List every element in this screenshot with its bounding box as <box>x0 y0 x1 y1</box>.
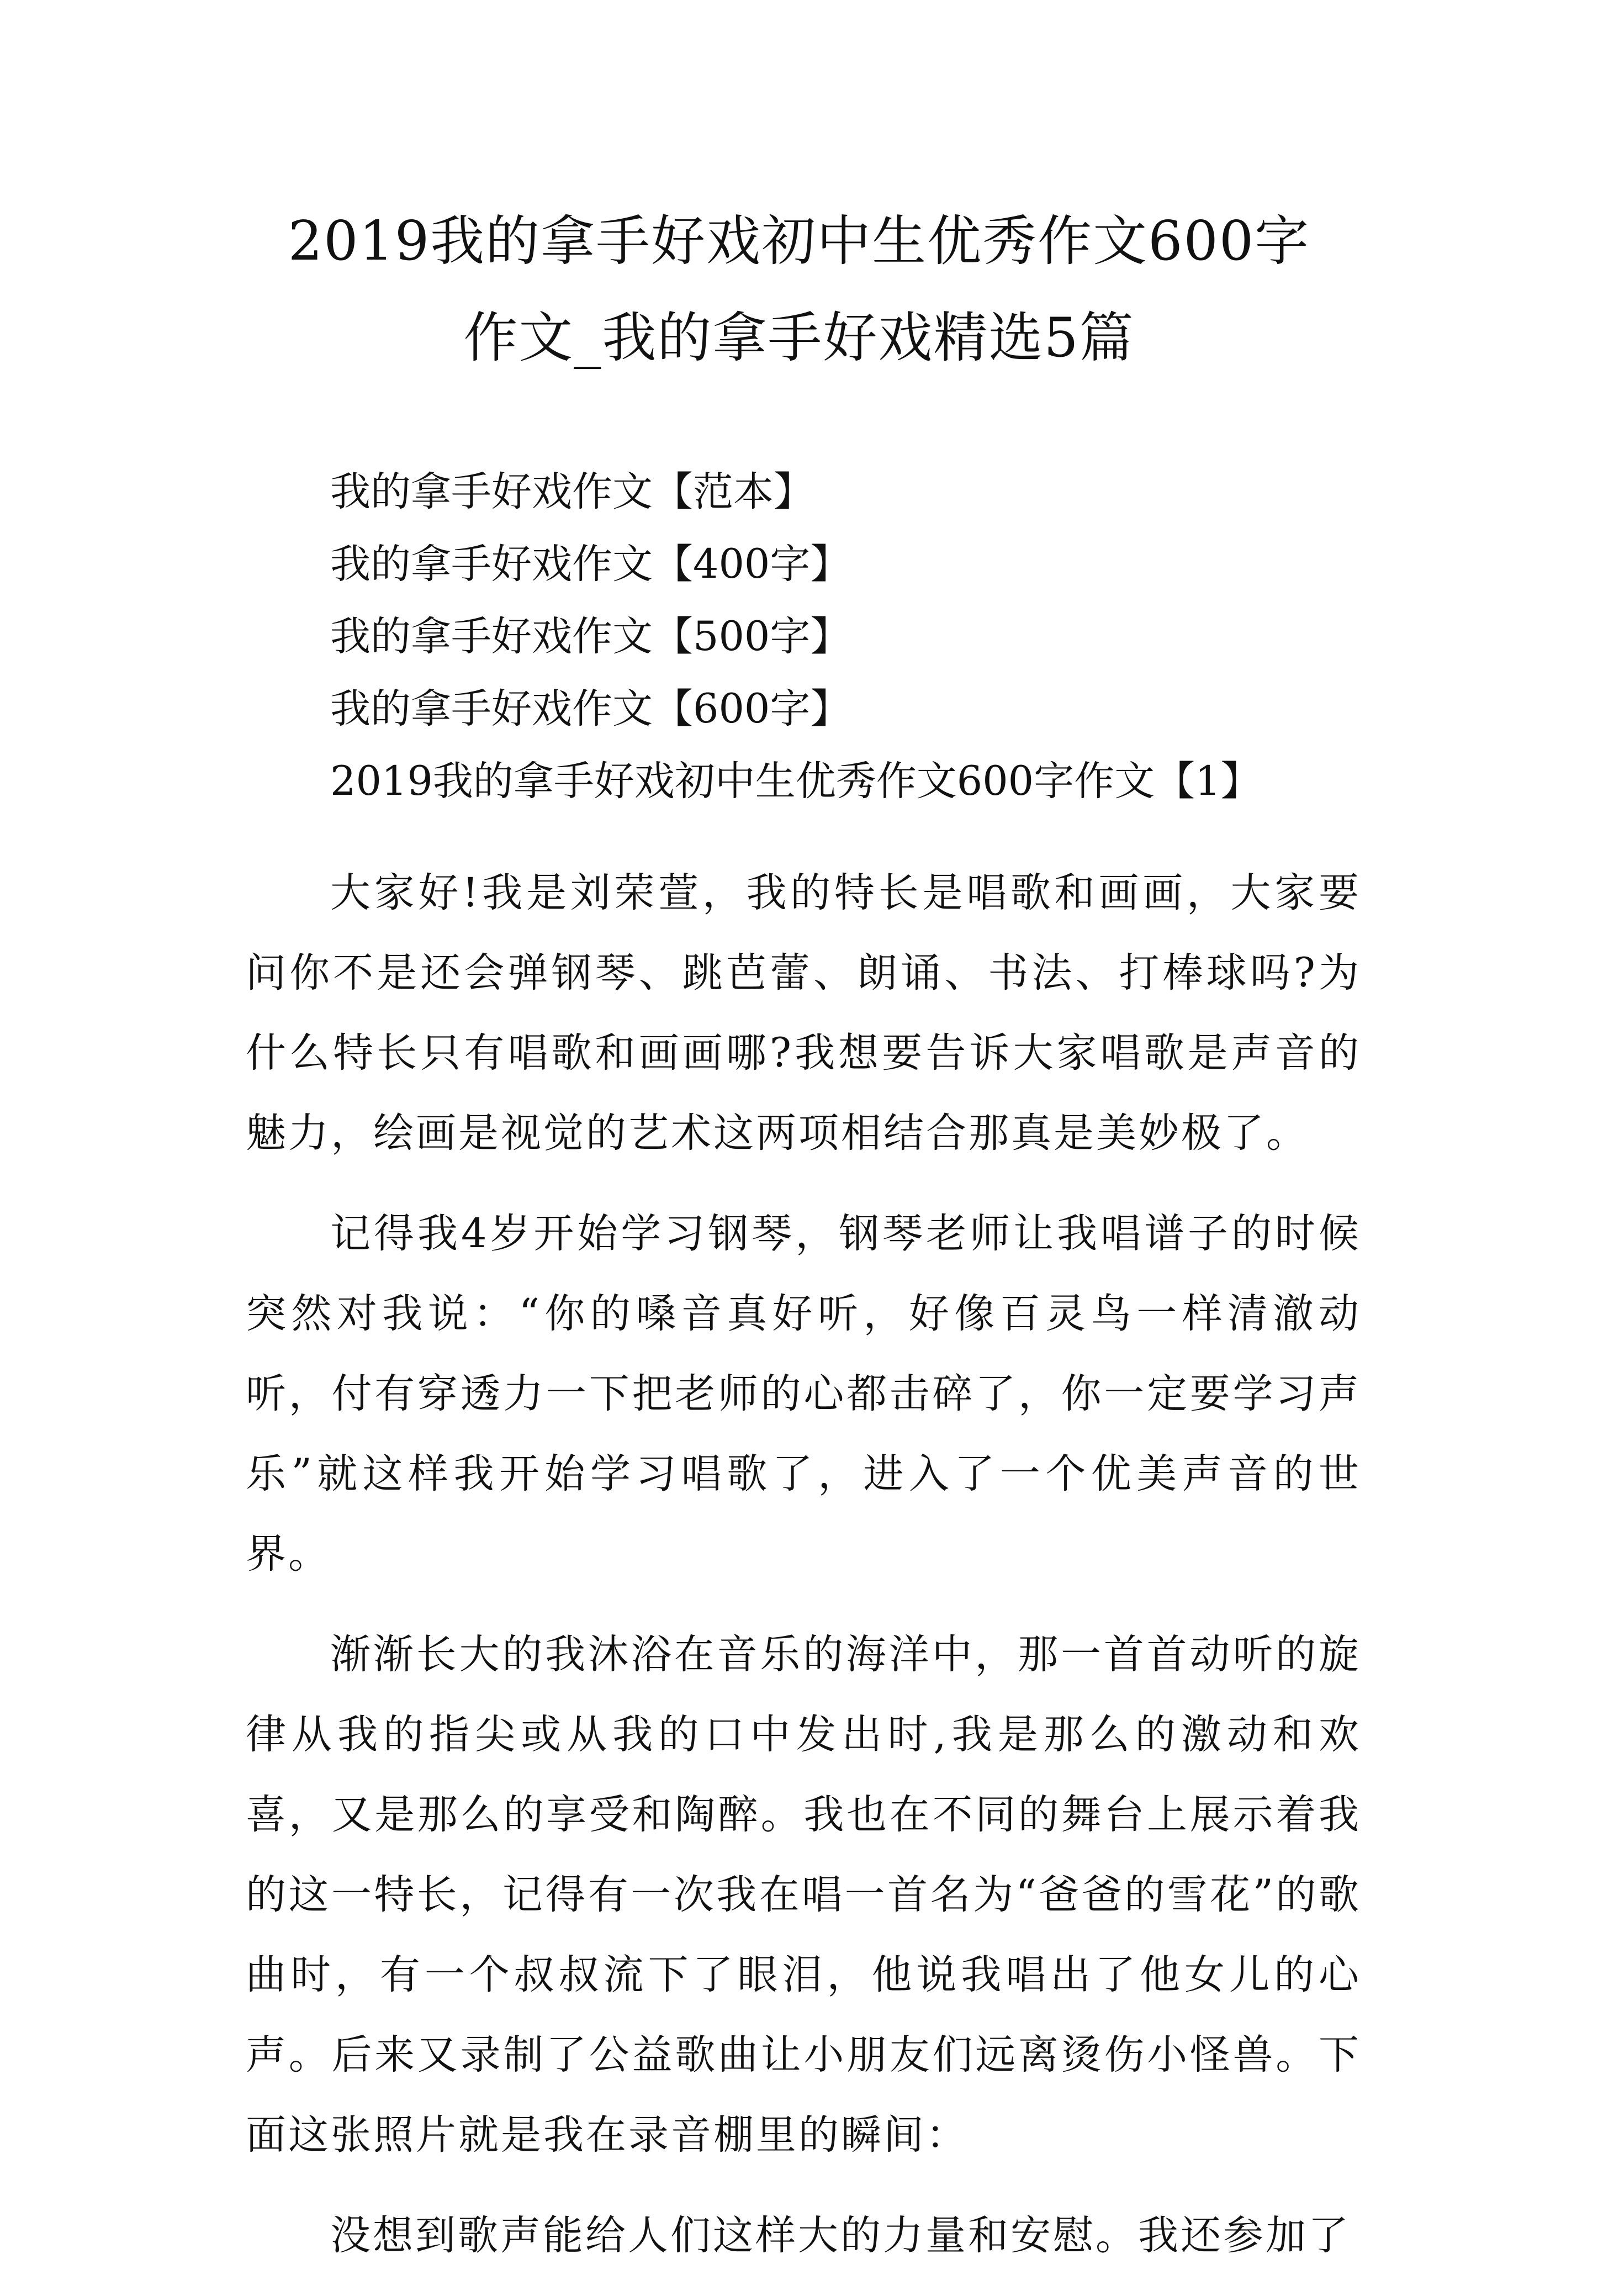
toc-item: 我的拿手好戏作文【500字】 <box>330 613 851 660</box>
title-line-2: 作文_我的拿手好戏精选5篇 <box>463 307 1135 370</box>
toc-item: 我的拿手好戏作文【范本】 <box>330 468 814 515</box>
body-paragraph: 记得我4岁开始学习钢琴，钢琴老师让我唱谱子的时候突然对我说：“你的嗓音真好听，好像百灵鸟一样清澈动听，付有穿透力一下把老师的心都击碎了，你一定要学习声乐”就这样我开始学习唱歌了，进入了一个优美声音的世界。 <box>246 1210 1361 1577</box>
toc-item: 我的拿手好戏作文【600字】 <box>330 685 851 732</box>
document-title <box>210 193 1388 387</box>
body-paragraph: 渐渐长大的我沐浴在音乐的海洋中，那一首首动听的旋律从我的指尖或从我的口中发出时,我是那么的激动和欢喜，又是那么的享受和陶醉。我也在不同的舞台上展示着我的这一特长，记得有一次我在唱一首名为“爸爸的雪花”的歌曲时，有一个叔叔流下了眼泪，他说我唱出了他女儿的心声。后来又录制了公益歌曲让小朋友们远离烫伤小怪兽。下面这张照片就是我在录音棚里的瞬间： <box>246 1631 1361 2158</box>
body-paragraph: 大家好!我是刘荣萱，我的特长是唱歌和画画，大家要问你不是还会弹钢琴、跳芭蕾、朗诵、书法、打棒球吗?为什么特长只有唱歌和画画哪?我想要告诉大家唱歌是声音的魅力，绘画是视觉的艺术这两项相结合那真是美妙极了。 <box>246 869 1361 1157</box>
document-body <box>246 853 1361 2296</box>
body-paragraph: 没想到歌声能给人们这样大的力量和安慰。我还参加了 <box>330 2212 1351 2259</box>
title-line-1: 2019我的拿手好戏初中生优秀作文600字 <box>288 210 1310 273</box>
toc-item: 2019我的拿手好戏初中生优秀作文600字作文【1】 <box>330 758 1261 805</box>
toc-item: 我的拿手好戏作文【400字】 <box>330 541 851 588</box>
table-of-contents <box>330 456 1435 817</box>
